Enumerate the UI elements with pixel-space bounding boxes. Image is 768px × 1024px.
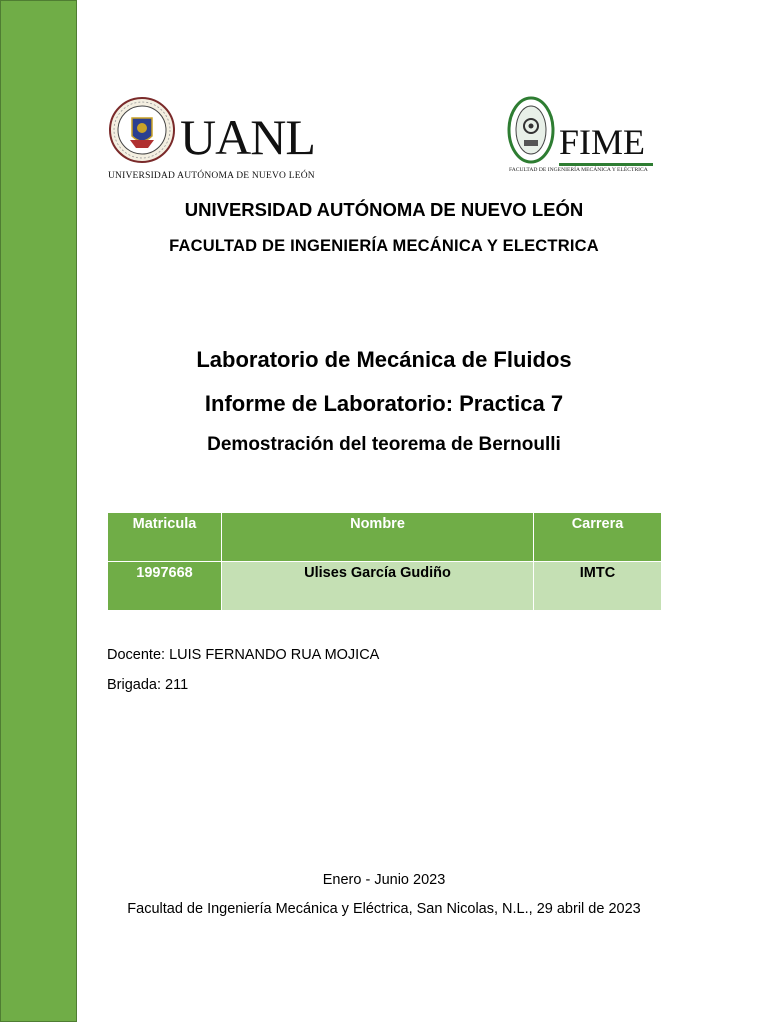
cell-nombre: Ulises García Gudiño: [222, 562, 534, 611]
cell-carrera: IMTC: [534, 562, 662, 611]
fime-seal-icon: [507, 96, 555, 164]
fime-underline: [559, 163, 653, 166]
report-title: Informe de Laboratorio: Practica 7: [204, 391, 564, 416]
header-matricula: Matricula: [108, 513, 222, 562]
table-header-row: [108, 513, 662, 562]
header-carrera: Carrera: [534, 513, 662, 562]
cell-matricula: 1997668: [108, 562, 222, 611]
uanl-logo: [104, 94, 314, 186]
fime-logo: [503, 93, 663, 179]
fime-subtitle: FACULTAD DE INGENIERÍA MECÁNICA Y ELÉCTRICA: [509, 167, 648, 173]
green-side-bar: [0, 0, 77, 1022]
fime-wordmark: FIME: [559, 122, 646, 162]
period-line: Enero - Junio 2023: [322, 872, 446, 888]
table-row: [108, 562, 662, 611]
faculty-heading: FACULTAD DE INGENIERÍA MECÁNICA Y ELECTRICA: [169, 237, 599, 255]
header-nombre: Nombre: [222, 513, 534, 562]
students-table: [107, 512, 662, 611]
uanl-seal-icon: [108, 96, 176, 164]
uanl-wordmark: UANL: [180, 109, 315, 165]
place-date-line: Facultad de Ingeniería Mecánica y Eléctrica, San Nicolas, N.L., 29 abril de 2023: [127, 901, 641, 917]
uanl-subtitle: UNIVERSIDAD AUTÓNOMA DE NUEVO LEÓN: [108, 171, 315, 181]
brigada-line: Brigada: 211: [107, 677, 189, 693]
docente-line: Docente: LUIS FERNANDO RUA MOJICA: [107, 647, 380, 663]
course-title: Laboratorio de Mecánica de Fluidos: [196, 347, 572, 372]
university-heading: UNIVERSIDAD AUTÓNOMA DE NUEVO LEÓN: [184, 199, 584, 220]
topic-title: Demostración del teorema de Bernoulli: [207, 434, 561, 455]
